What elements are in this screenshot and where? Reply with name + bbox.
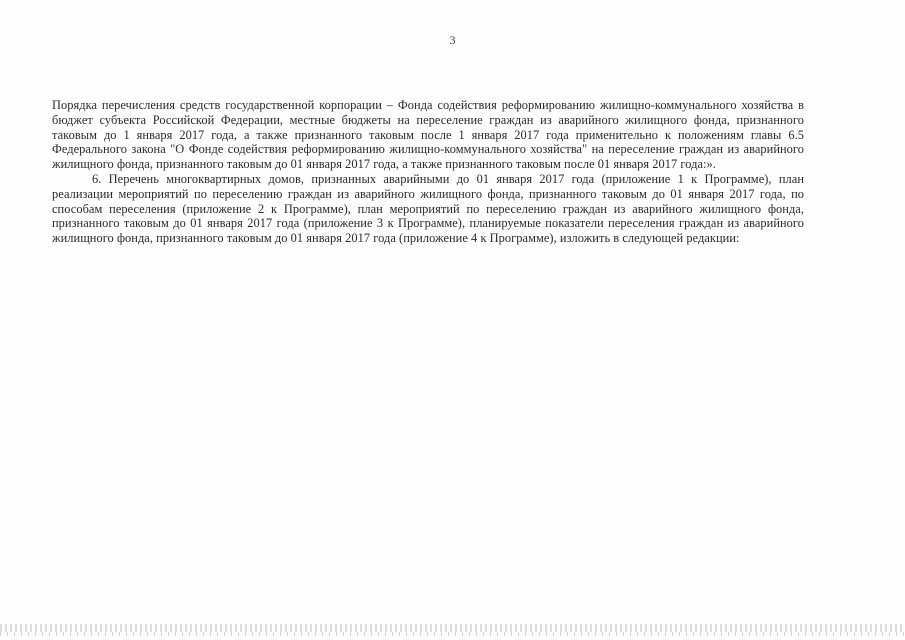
paragraph-item-6: 6. Перечень многоквартирных домов, признанных аварийными до 01 января 2017 года (приложение 1 к Программе), план реализации мероприятий по переселению граждан из аварийного жилищного фонда, признанного таковым до 01 января 2017 года, по способам переселения (приложение 2 к Программе), план мероприятий по переселению граждан из аварийного жилищного фонда, признанного таковым до 01 января 2017 года (приложение 3 к Программе), планируемые показатели переселения граждан из аварийного жилищного фонда, признанного таковым до 01 января 2017 года (приложение 4 к Программе), изложить в следующей редакции:	[52, 171, 804, 246]
scan-edge-artifact-lower	[0, 632, 905, 636]
paragraph-continuation: Порядка перечисления средств государственной корпорации – Фонда содействия реформированию жилищно-коммунального хозяйства в бюджет субъекта Российской Федерации, местные бюджеты на переселение граждан из аварийного жилищного фонда, признанного таковым до 1 января 2017 года, а также признанного таковым после 1 января 2017 года применительно к положениям главы 6.5 Федерального закона "О Фонде содействия реформированию жилищно-коммунального хозяйства" на переселение граждан из аварийного жилищного фонда, признанного таковым до 01 января 2017 года, а также признанного таковым после 01 января 2017 года:».	[52, 98, 804, 172]
page-number: 3	[449, 33, 456, 47]
scan-edge-artifact	[0, 624, 905, 632]
document-body	[52, 98, 804, 246]
